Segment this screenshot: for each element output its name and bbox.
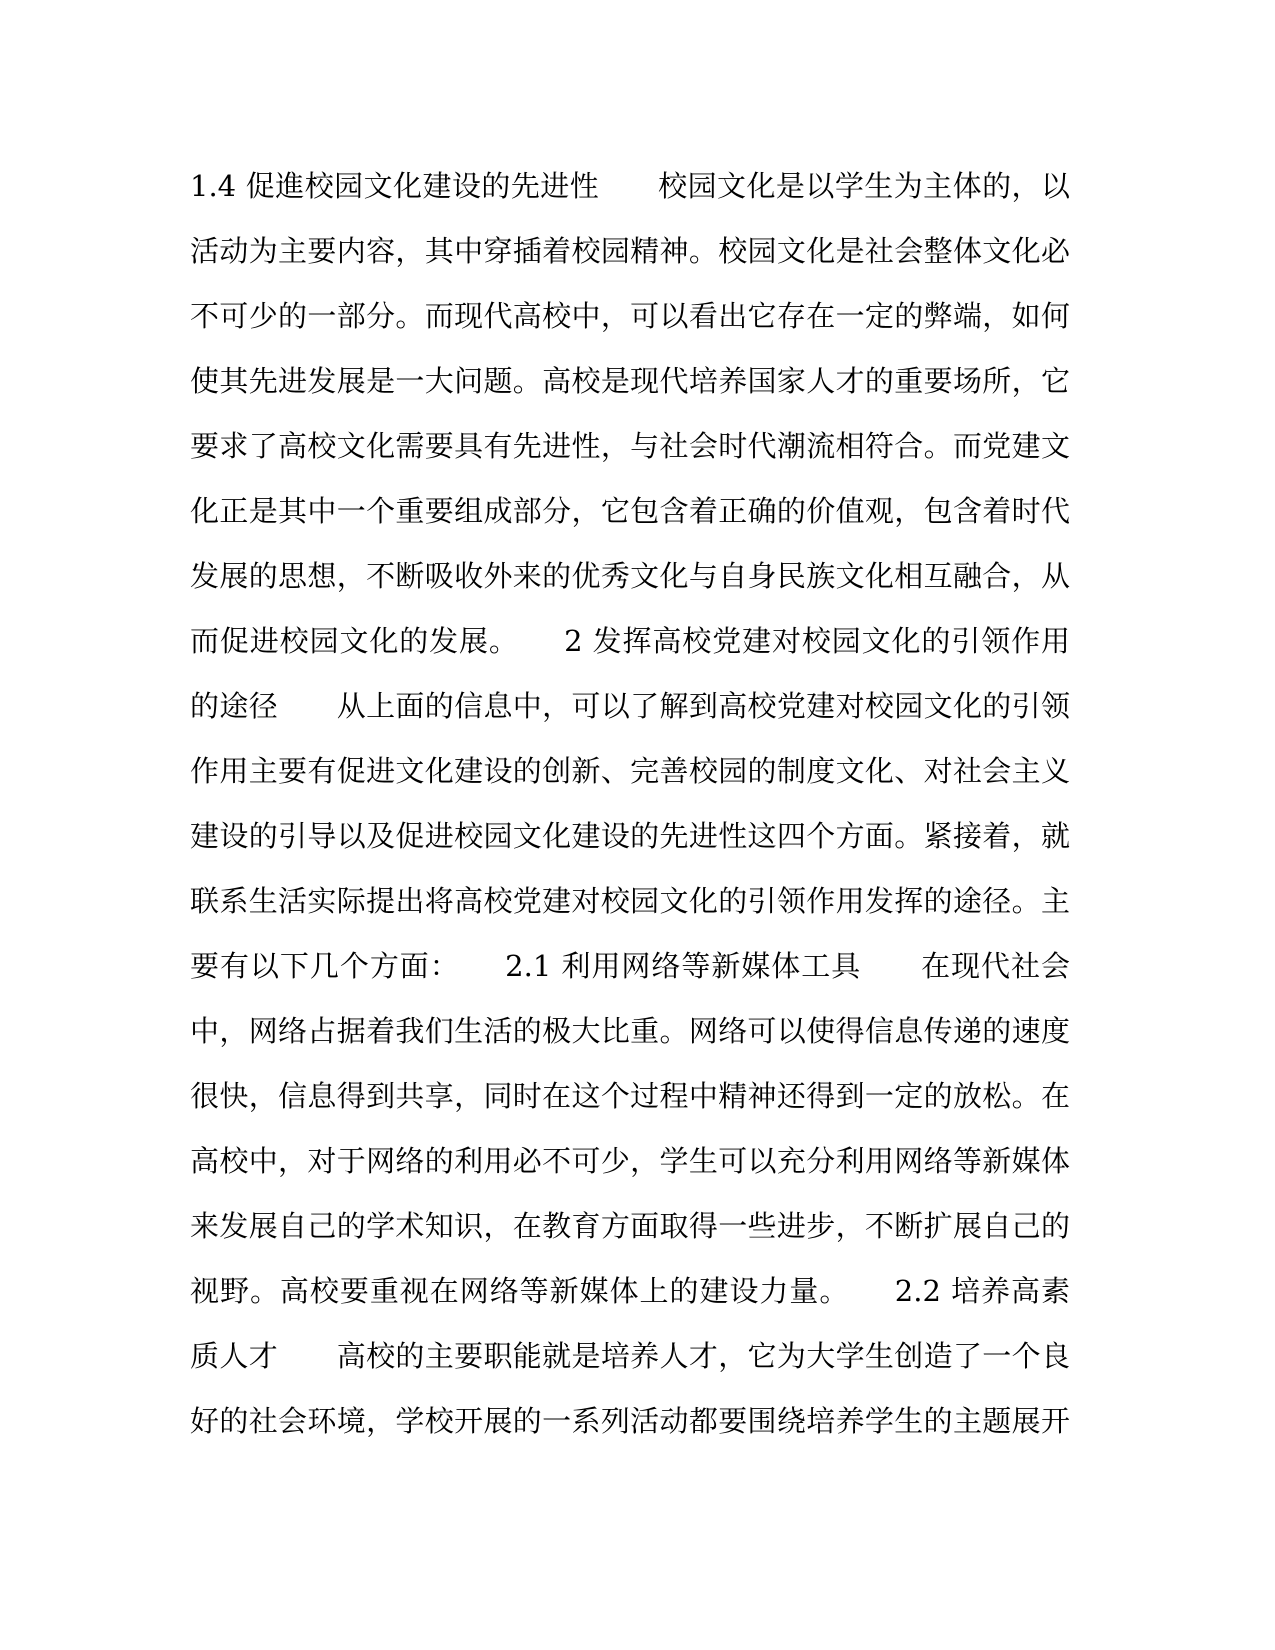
text-line-15: 很快，信息得到共享，同时在这个过程中精神还得到一定的放松。在 xyxy=(190,1079,1070,1113)
text-line-14: 中，网络占据着我们生活的极大比重。网络可以使得信息传递的速度 xyxy=(190,1014,1070,1048)
text-line-12: 联系生活实际提出将高校党建对校园文化的引领作用发挥的途径。主 xyxy=(190,884,1070,918)
text-line-9: 的途径 从上面的信息中，可以了解到高校党建对校园文化的引领 xyxy=(190,689,1070,723)
text-line-20: 好的社会环境，学校开展的一系列活动都要围绕培养学生的主题展开 xyxy=(190,1404,1070,1438)
text-line-10: 作用主要有促进文化建设的创新、完善校园的制度文化、对社会主义 xyxy=(190,754,1070,788)
text-line-7: 发展的思想，不断吸收外来的优秀文化与自身民族文化相互融合，从 xyxy=(190,559,1070,593)
text-line-13: 要有以下几个方面： 2.1 利用网络等新媒体工具 在现代社会 xyxy=(190,949,1070,983)
text-line-18: 视野。高校要重视在网络等新媒体上的建设力量。 2.2 培养高素 xyxy=(190,1274,1070,1308)
text-line-16: 高校中，对于网络的利用必不可少，学生可以充分利用网络等新媒体 xyxy=(190,1144,1070,1178)
text-line-3: 不可少的一部分。而现代高校中，可以看出它存在一定的弊端，如何 xyxy=(190,299,1070,333)
text-line-2: 活动为主要内容，其中穿插着校园精神。校园文化是社会整体文化必 xyxy=(190,234,1070,268)
text-line-5: 要求了高校文化需要具有先进性，与社会时代潮流相符合。而党建文 xyxy=(190,429,1070,463)
text-line-19: 质人才 高校的主要职能就是培养人才，它为大学生创造了一个良 xyxy=(190,1339,1070,1373)
text-line-11: 建设的引导以及促进校园文化建设的先进性这四个方面。紧接着，就 xyxy=(190,819,1070,853)
text-line-17: 来发展自己的学术知识，在教育方面取得一些进步，不断扩展自己的 xyxy=(190,1209,1070,1243)
text-line-6: 化正是其中一个重要组成部分，它包含着正确的价值观，包含着时代 xyxy=(190,494,1070,528)
text-line-1: 1.4 促進校园文化建设的先进性 校园文化是以学生为主体的，以 xyxy=(190,169,1070,203)
text-line-4: 使其先进发展是一大问题。高校是现代培养国家人才的重要场所，它 xyxy=(190,364,1070,398)
body-text xyxy=(190,154,1070,1454)
text-line-8: 而促进校园文化的发展。 2 发挥高校党建对校园文化的引领作用 xyxy=(190,624,1070,658)
